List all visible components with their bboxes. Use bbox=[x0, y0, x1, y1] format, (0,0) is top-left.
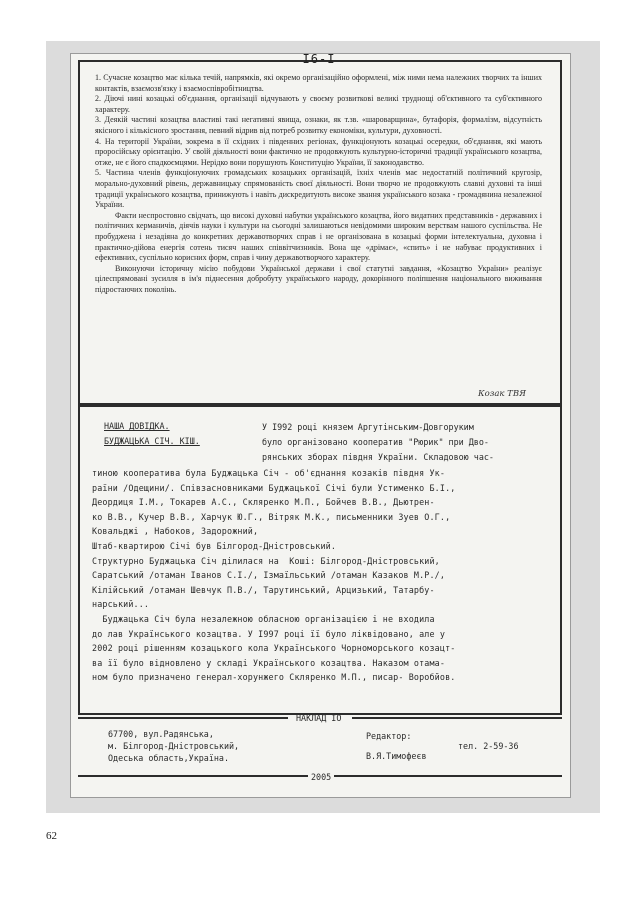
editor-name: В.Я.Тимофеєв bbox=[366, 751, 427, 761]
publication-year: 2005 bbox=[308, 771, 334, 783]
info-body-line: ном було призначено генерал-хорунжего Скляренко М.П., писар- Воробйов. bbox=[92, 672, 456, 683]
info-body-line: Буджацька Січ була незалежною обласною організацією і не входила bbox=[92, 613, 435, 624]
info-body-line: ко В.В., Кучер В.В., Харчук Ю.Г., Вітряк М.К., письменники Зуев О.Г., bbox=[92, 511, 451, 522]
article-paragraph: 1. Сучасне козацтво має кілька течій, напрямків, які окремо організаційно оформлені, між ними нема належних творчих та інших контактів, взаємозв'язку і взаємоспівробітництва. bbox=[95, 73, 542, 93]
page-number: 62 bbox=[46, 830, 57, 842]
info-body-line: Ковальджі , Набоков, Задорожний, bbox=[92, 526, 259, 537]
info-lead-line: рянських зборах півдня України. Складовою час- bbox=[262, 452, 494, 462]
phone-number: тел. 2-59-36 bbox=[458, 741, 519, 751]
info-body-line: тиною кооператива була Буджацька Січ - об'єднання козаків півдня Ук- bbox=[92, 468, 446, 478]
issue-number-label: I6-I bbox=[302, 52, 336, 66]
info-body-line: нарський... bbox=[92, 599, 150, 610]
info-body-line: Структурно Буджацька Січ ділилася на Коші: Білгород-Дністровський, bbox=[92, 555, 440, 566]
address-line: 67700, вул.Радянська, bbox=[108, 729, 214, 739]
article-text bbox=[95, 73, 542, 295]
article-paragraph: Виконуючи історичну місію побудови Української держави і свої статутні завдання, «Козацтво України» реалізує цілеспрямовані зусилля в ім'я піднесення добробуту українського народу, докорінного поліпшення національного виживання підростаючих поколінь. bbox=[95, 263, 542, 294]
info-title-line1: НАША ДОВІДКА. bbox=[104, 421, 170, 431]
footer-rule-right bbox=[352, 717, 562, 719]
info-body-line: Штаб-квартирою Січі був Білгород-Дністровський. bbox=[92, 540, 337, 551]
article-paragraph: 5. Частина членів функціонуючих громадських козацьких організацій, їхніх членів має недостатній політичний кругозір, морально-духовний рівень, державницьку спрямованість своєї діяльності. Вони творчо не продовжують славні духовні та інші традиції українського козацтва, принижують і навіть дискредитують високе звання українського козака - громадянина незалежної України. bbox=[95, 168, 542, 210]
info-body-line: Саратський /отаман Іванов С.І./, Ізмаїльський /отаман Казаков М.Р./, bbox=[92, 570, 446, 581]
info-lead-line: У I992 році князем Аргутінським-Довгоруким bbox=[262, 422, 474, 432]
info-body-line: до лав Українського козацтва. У I997 році її було ліквідовано, але у bbox=[92, 628, 446, 639]
info-lead-line: було організовано кооператив "Рюрик" при Дво- bbox=[262, 437, 489, 447]
info-body-line: раїни /Одещини/. Співзасновниками Буджацької Січі були Устименко Б.І., bbox=[92, 482, 456, 493]
article-paragraph: 3. Деякій частині козацтва властиві такі негативні явища, ознаки, як т.зв. «шароварщина», бутафорія, формалізм, відсутність якісного і кількісного зростання, певний відрив від потреб розвитку економіки, культури, духовності. bbox=[95, 115, 542, 135]
info-body-line: 2002 році рішенням козацького кола Українського Чорноморського козацт- bbox=[92, 643, 456, 654]
tirage-label: НАКЛАД IO bbox=[296, 713, 342, 723]
info-body-line: Кілійський /отаман Шевчук П.В./, Тарутинський, Арцизький, Татарбу- bbox=[92, 584, 435, 595]
address-line: Одеська область,Україна. bbox=[108, 753, 230, 763]
article-paragraph: 4. На території України, зокрема в її східних і південних регіонах, функціонують козацькі осередки, об'єднання, які мають проросійську орієнтацію. У своїй діяльності вони фактично не продовжують культурно-історичні традиції українського козацтва, отже, не є його спадкоємцями. Нерідко вони порушують Конституцію України, її законодавство. bbox=[95, 136, 542, 167]
article-paragraph: Факти неспростовно свідчать, що високі духовні набутки українського козацтва, його видатних представників - державних і політичних керманичів, діячів науки і культури на сьогодні залишаються невідомими широким верствам нашого суспільства. Не пробуджена і незадіяна до конкретних державотворчих справ і не організована в козацькі форми інтелектуальна, духовна і практично-дійова енергія сотень тисяч наших співвітчизників. Вона ще «дрімає», «спить» і не набуває продуктивних і ефективних, суспільно корисних форм, справ і чину державотворчого характеру. bbox=[95, 210, 542, 263]
article-signature: Козак ТВЯ bbox=[478, 389, 526, 399]
info-body-line: ва її було відновлено у складі Українського козацтва. Наказом отама- bbox=[92, 657, 446, 668]
article-paragraph: 2. Діючі нині козацькі об'єднання, організації відчувають у своєму розвиткові великі труднощі об'єктивного та суб'єктивного характеру. bbox=[95, 94, 542, 114]
footer-rule-left bbox=[78, 717, 288, 719]
info-title-line2: БУДЖАЦЬКА СІЧ. КІШ. bbox=[104, 436, 200, 446]
info-body bbox=[92, 466, 552, 685]
editor-label: Редактор: bbox=[366, 731, 412, 741]
info-body-line: Деордиця І.М., Токарев А.С., Скляренко М.П., Бойчев В.В., Дьютрен- bbox=[92, 497, 435, 508]
address-line: м. Білгород-Дністровський, bbox=[108, 741, 240, 751]
